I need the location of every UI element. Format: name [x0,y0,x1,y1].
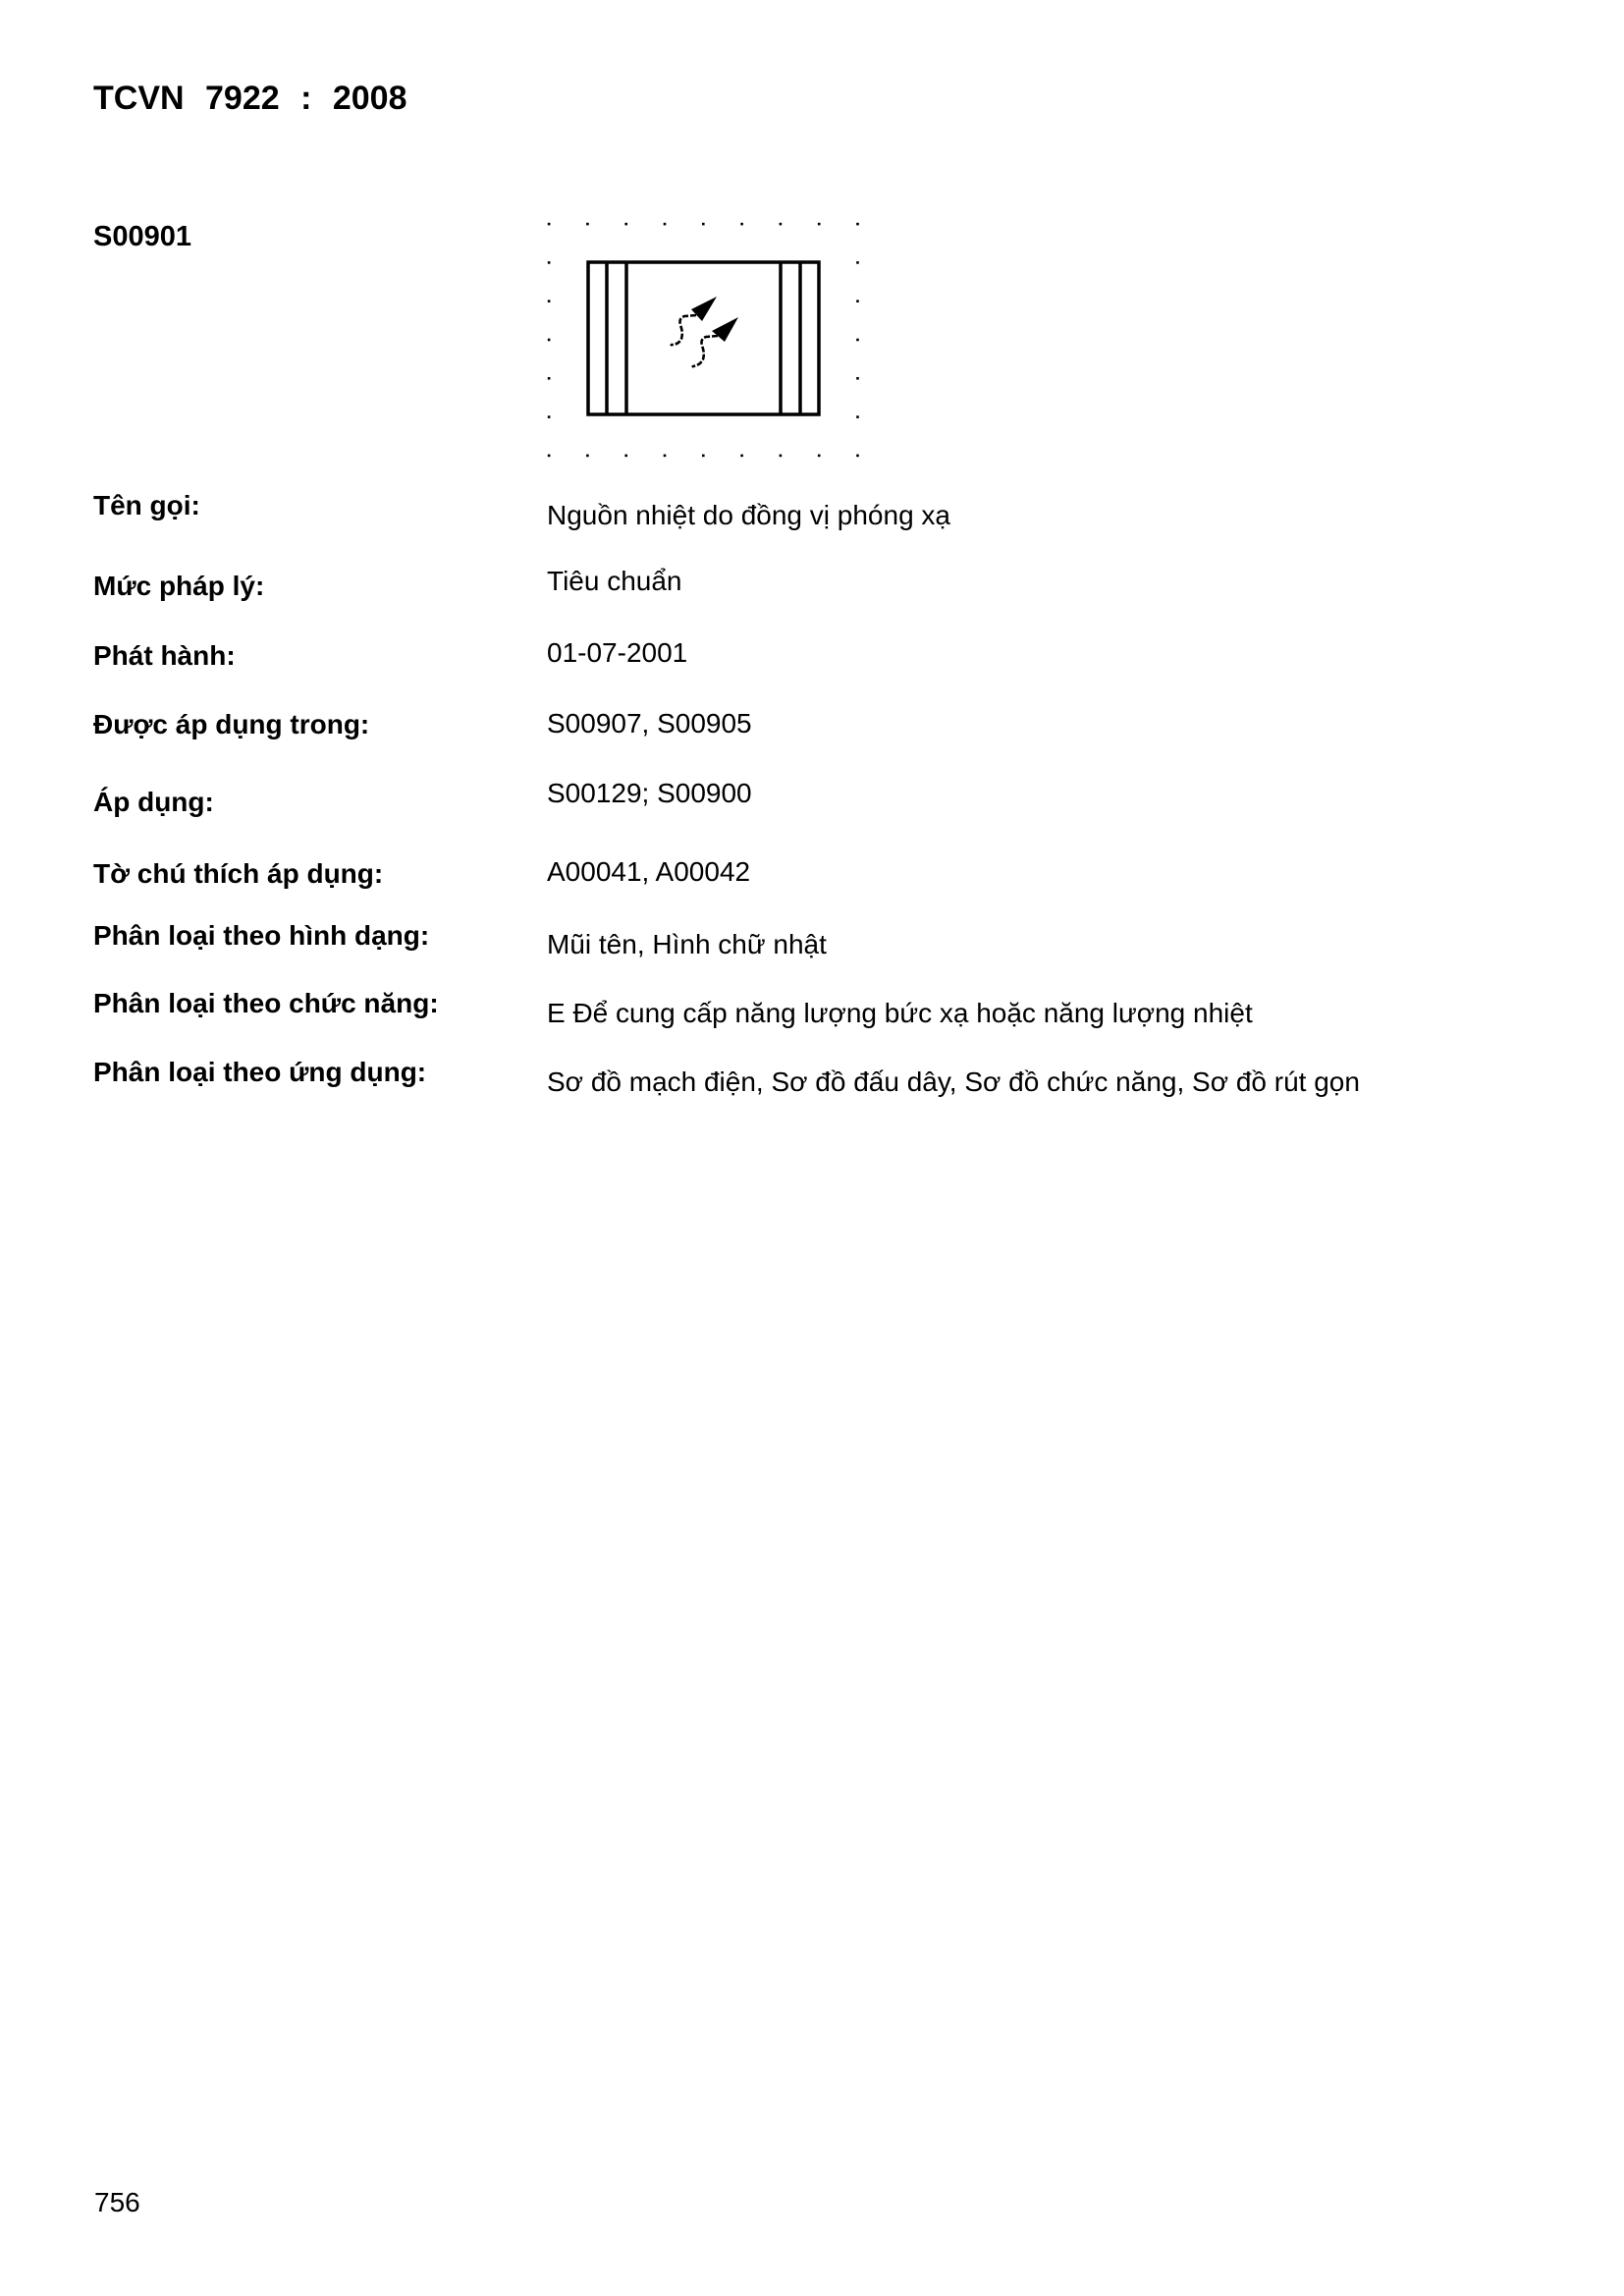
field-label-shape-class: Phân loại theo hình dạng: [93,920,430,951]
grid-dot [780,223,783,226]
symbol-rectangle [588,262,819,414]
field-value-shape-class: Mũi tên, Hình chữ nhật [547,929,827,959]
grid-dot [856,455,859,458]
field-label-legal-level: Mức pháp lý: [93,571,265,601]
grid-dot [624,455,627,458]
grid-dot [586,455,589,458]
grid-dot [856,377,859,380]
grid-dot [548,223,551,226]
radiation-arrow-2-icon [692,317,738,367]
field-value-annotation-sheets: A00041, A00042 [547,856,751,887]
grid-dot [856,223,859,226]
symbol-id: S00901 [93,221,191,252]
grid-dot [856,415,859,418]
grid-dot [548,339,551,342]
field-label-name: Tên gọi: [93,490,200,520]
field-label-application-class: Phân loại theo ứng dụng: [93,1057,427,1087]
page-number: 756 [94,2187,140,2217]
grid-dot [586,223,589,226]
grid-dot [548,377,551,380]
grid-dot [856,339,859,342]
grid-dot [702,455,705,458]
field-value-name: Nguồn nhiệt do đồng vị phóng xạ [547,500,950,530]
grid-dot [780,455,783,458]
field-value-function-class: E Để cung cấp năng lượng bức xạ hoặc năng lượng nhiệt [547,998,1253,1028]
field-value-legal-level: Tiêu chuẩn [547,566,682,596]
grid-dot [624,223,627,226]
grid-dot [548,261,551,264]
standard-title: TCVN 7922 : 2008 [93,80,407,117]
grid-dot [548,300,551,302]
field-label-function-class: Phân loại theo chức năng: [93,988,439,1018]
grid-dot [818,455,821,458]
grid-dot [702,223,705,226]
grid-dot [664,455,667,458]
grid-dot [548,455,551,458]
grid-dot [740,223,743,226]
field-label-applied-in: Được áp dụng trong: [93,709,370,739]
grid-dot [856,261,859,264]
field-value-applied-in: S00907, S00905 [547,708,752,738]
grid-dot [548,415,551,418]
grid-dot [740,455,743,458]
field-label-applies: Áp dụng: [93,787,214,817]
grid-dot [856,300,859,302]
field-value-applies: S00129; S00900 [547,778,752,808]
grid-dot [818,223,821,226]
field-label-annotation-sheets: Tờ chú thích áp dụng: [93,858,384,889]
field-value-issued: 01-07-2001 [547,637,688,668]
radiation-arrow-1-icon [671,297,717,346]
grid-dot [664,223,667,226]
field-label-issued: Phát hành: [93,640,236,671]
field-value-application-class: Sơ đồ mạch điện, Sơ đồ đấu dây, Sơ đồ chức năng, Sơ đồ rút gọn [547,1066,1360,1097]
